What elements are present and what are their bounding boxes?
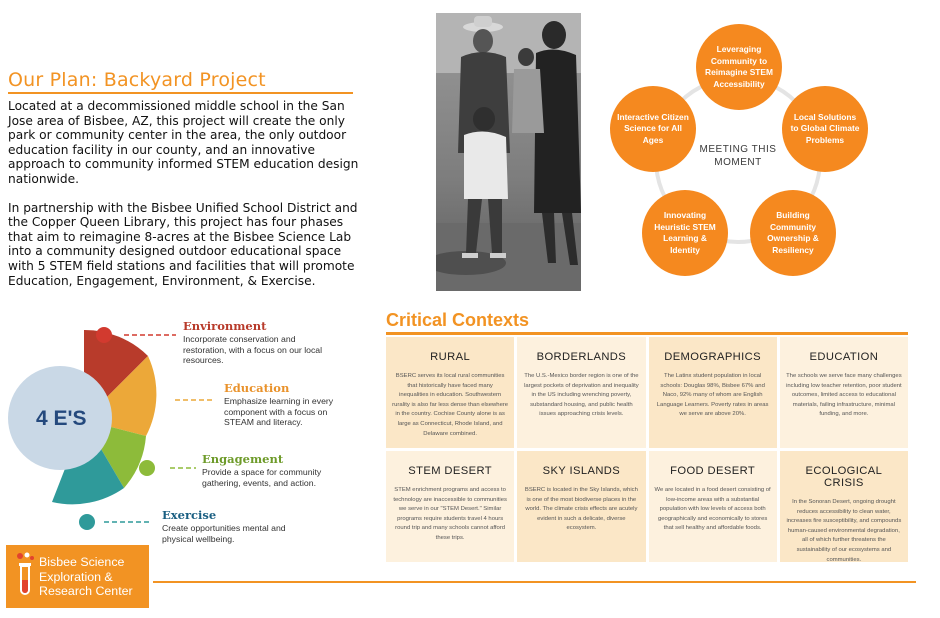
logo-line: Bisbee Science <box>39 555 125 569</box>
context-title: SKY ISLANDS <box>542 465 621 477</box>
context-title: FOOD DESERT <box>670 465 756 477</box>
bserc-logo-text <box>39 555 133 599</box>
critical-contexts-title: Critical Contexts <box>386 310 530 330</box>
engagement-title: Engagement <box>202 452 284 466</box>
context-body: We are located in a food desert consisting of low-income areas with a substantial population with low levels of access both geographically and economically to stores that sell healthy and affordable foods. <box>654 487 771 532</box>
exercise-desc: Create opportunities mental and physical wellbeing. <box>162 523 286 544</box>
petal-building-community <box>750 190 836 276</box>
test-tube-icon <box>14 552 36 600</box>
petal-leveraging-community <box>696 24 782 110</box>
logo-line: Research Center <box>39 584 133 599</box>
bserc-logo <box>6 545 149 608</box>
petal-label: Innovating Heuristic STEM Learning & Identity <box>654 210 716 255</box>
petal-interactive-citizen <box>610 86 696 172</box>
bottom-rule <box>153 581 916 583</box>
context-body: The Latinx student population in local schools: Douglas 98%, Bisbee 67% and Naco, 92% many of whom are English Language Learners. Poverty rates in areas we serve are above 20%. <box>656 373 769 418</box>
context-ecological-crisis <box>780 451 908 562</box>
petal-label: Leveraging Community to Reimagine STEM Accessibility <box>705 44 773 89</box>
context-body: BSERC is located in the Sky Islands, which is one of the most biodiverse places in the world. The climate crisis effects are acutely evident in such a delicate, diverse ecosystem. <box>524 487 638 532</box>
context-rural <box>386 337 514 448</box>
petal-innovating-heuristic <box>642 190 728 276</box>
context-body: The schools we serve face many challenges including low teacher retention, poor student outcomes, limited access to educational materials, failing infrastructure, minimal funding, and more. <box>786 373 902 418</box>
context-sky-islands <box>517 451 645 562</box>
context-title: STEM DESERT <box>408 465 492 477</box>
plan-title-rule <box>8 92 353 94</box>
plan-paragraph: Located at a decommissioned middle school in the San Jose area of Bisbee, AZ, this project will create the only park or community center in the area, the only outdoor education facility in our county, and an innovative approach to community informed STEM education design nationwide. <box>8 99 359 186</box>
context-demographics <box>649 337 777 448</box>
critical-contexts-rule <box>386 332 908 335</box>
petal-local-solutions <box>782 86 868 172</box>
environment-title: Environment <box>183 319 267 333</box>
plan-description <box>8 99 360 302</box>
context-stem-desert <box>386 451 514 562</box>
four-es-label: 4 E'S <box>36 407 87 430</box>
exercise-title: Exercise <box>162 508 217 522</box>
context-body: BSERC serves its local rural communities that historically have faced many inequalities in education. Southwestern rurality is also far less dense than elsewhere in the country. Cochise County alone is as large as Connecticut, Rhode Island, and Delaware combined. <box>392 373 509 437</box>
project-photo <box>436 13 581 291</box>
context-title: ECOLOGICAL CRISIS <box>805 465 883 489</box>
four-es-diagram <box>0 318 334 544</box>
environment-item <box>183 319 333 366</box>
petal-label: Building Community Ownership & Resiliency <box>767 210 819 255</box>
meeting-this-moment-diagram <box>600 15 900 290</box>
context-title: BORDERLANDS <box>536 351 627 363</box>
context-title: RURAL <box>430 351 471 363</box>
context-title: DEMOGRAPHICS <box>664 351 762 363</box>
logo-line: Exploration & <box>39 569 113 584</box>
education-desc: Emphasize learning in every component with a focus on STEAM and literacy. <box>224 396 334 427</box>
context-borderlands <box>517 337 645 448</box>
context-title: EDUCATION <box>809 351 879 363</box>
petal-label: Local Solutions to Global Climate Problems <box>790 111 860 145</box>
engagement-desc: Provide a space for community gathering, events, and action. <box>202 467 322 488</box>
petal-label: Interactive Citizen Science for All Ages <box>617 111 689 145</box>
exercise-item <box>162 508 292 544</box>
environment-desc: Incorporate conservation and restoration, with a focus on our local resources. <box>183 334 323 365</box>
plan-title: Our Plan: Backyard Project <box>8 69 266 91</box>
context-food-desert <box>649 451 777 562</box>
plan-paragraph: In partnership with the Bisbee Unified School District and the Copper Queen Library, this project has four phases that aim to reimagine 8-acres at the Bisbee Science Lab into a community designed outdoor educational space with 5 STEM field stations and facilities that will promote Education, Engagement, Environment, & Exercise. <box>8 200 358 288</box>
context-body: The U.S.-Mexico border region is one of the largest pockets of deprivation and inequality in the US including wrenching poverty, substandard housing, and public health issues approaching crisis levels. <box>524 373 639 418</box>
critical-contexts-grid <box>386 337 908 562</box>
education-item <box>224 381 336 428</box>
context-body: In the Sonoran Desert, ongoing drought reduces accessibility to clean water, increases fire susceptibility, and compounds human-caused environmental degradation, all of which further threatens the sustainability of our ecosystems and communities. <box>786 499 902 562</box>
context-body: STEM enrichment programs and access to technology are inaccessible to communities we serve in our "STEM Desert." Similar programs require students travel 4 hours round trip and many schools cannot afford these trips. <box>393 487 507 541</box>
context-education <box>780 337 908 448</box>
engagement-item <box>202 452 330 488</box>
education-title: Education <box>224 381 290 395</box>
moment-center-label: MEETING THIS MOMENT <box>699 144 777 168</box>
